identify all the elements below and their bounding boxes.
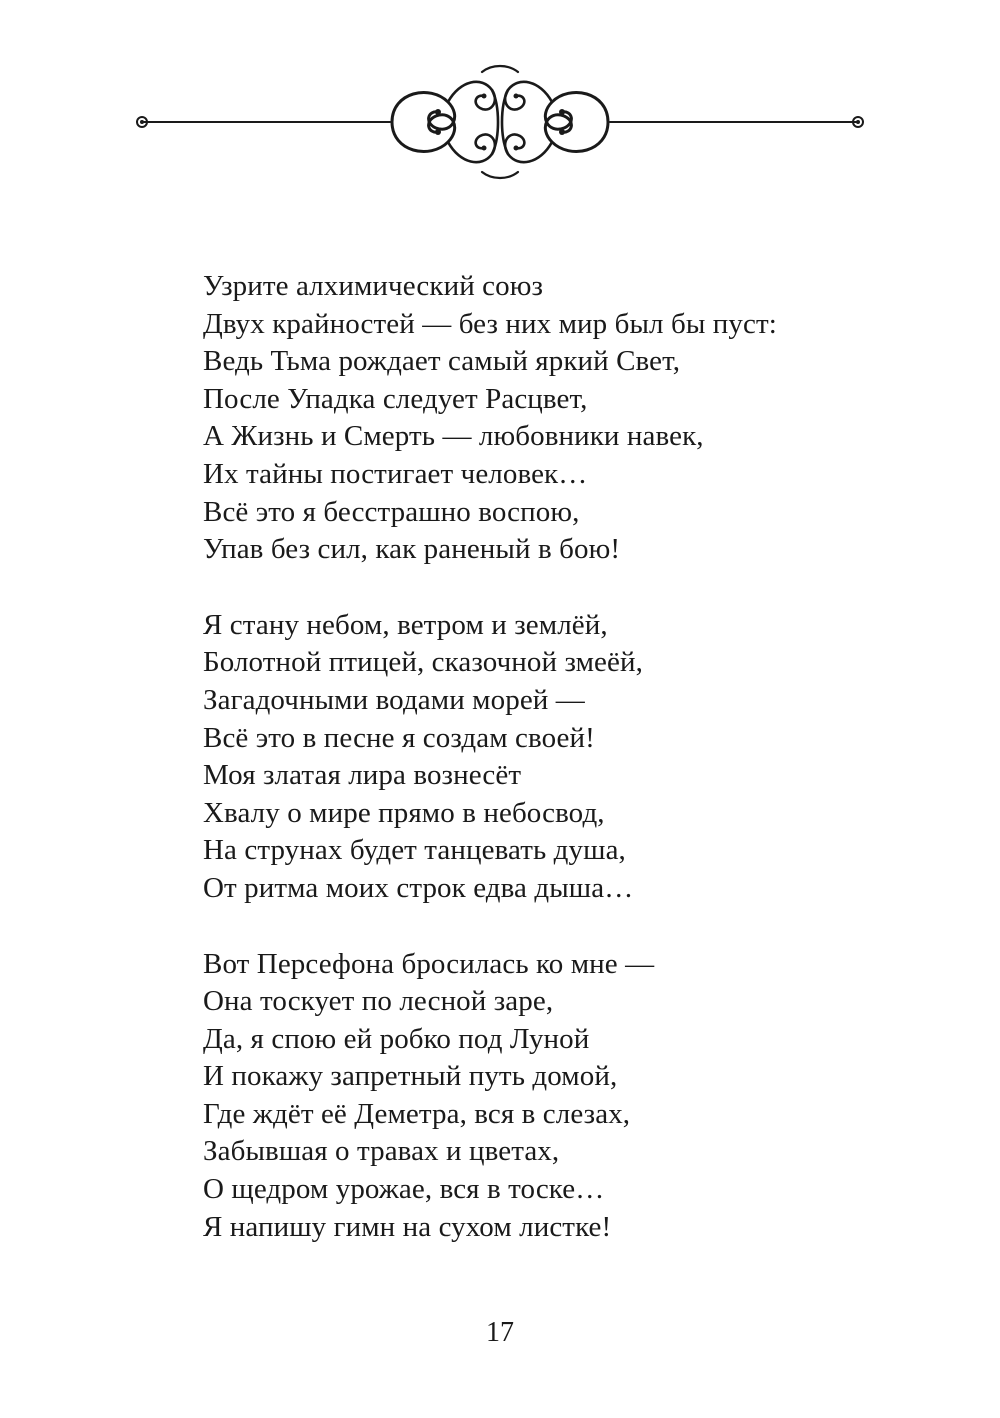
flourish-divider-icon: [130, 62, 870, 182]
poem-line: Узрите алхимический союз: [203, 270, 544, 302]
poem-line: Где ждёт её Деметра, вся в слезах,: [203, 1097, 631, 1130]
poem-line: Ведь Тьма рождает самый яркий Свет,: [203, 345, 681, 378]
stanza-2: [203, 607, 843, 908]
poem-line: Вот Персефона бросилась ко мне —: [203, 947, 655, 980]
poem-line: Их тайны постигает человек…: [203, 457, 588, 490]
poem-line: О щедром урожае, вся в тоске…: [203, 1173, 605, 1206]
poem-line: Всё это я бесстрашно воспою,: [203, 495, 580, 528]
poem-line: На струнах будет танцевать душа,: [203, 834, 626, 867]
poem-line: Хвалу о мире прямо в небосвод,: [203, 796, 605, 829]
poem-line: И покажу запретный путь домой,: [203, 1060, 618, 1093]
poem-line: Болотной птицей, сказочной змеёй,: [203, 646, 643, 679]
poem-line: Я стану небом, ветром и землёй,: [203, 608, 608, 641]
stanza-3: [203, 946, 843, 1247]
stanza-1: [203, 268, 843, 569]
poem-line: Я напишу гимн на сухом листке!: [203, 1210, 612, 1243]
poem-line: Моя златая лира вознесёт: [203, 759, 522, 792]
poem-line: Упав без сил, как раненый в бою!: [203, 533, 621, 566]
poem-line: От ритма моих строк едва дыша…: [203, 871, 634, 904]
poem-line: Она тоскует по лесной заре,: [203, 985, 554, 1018]
poem: [203, 268, 843, 1284]
page-number: 17: [486, 1317, 514, 1348]
poem-line: Забывшая о травах и цветах,: [203, 1135, 560, 1168]
poem-line: Двух крайностей — без них мир был бы пуст:: [203, 307, 777, 340]
poem-line: После Упадка следует Расцвет,: [203, 382, 588, 415]
poem-line: Загадочными водами морей —: [203, 683, 585, 716]
poem-line: А Жизнь и Смерть — любовники навек,: [203, 420, 704, 453]
poem-line: Всё это в песне я создам своей!: [203, 721, 595, 754]
poem-line: Да, я спою ей робко под Луной: [203, 1022, 590, 1055]
